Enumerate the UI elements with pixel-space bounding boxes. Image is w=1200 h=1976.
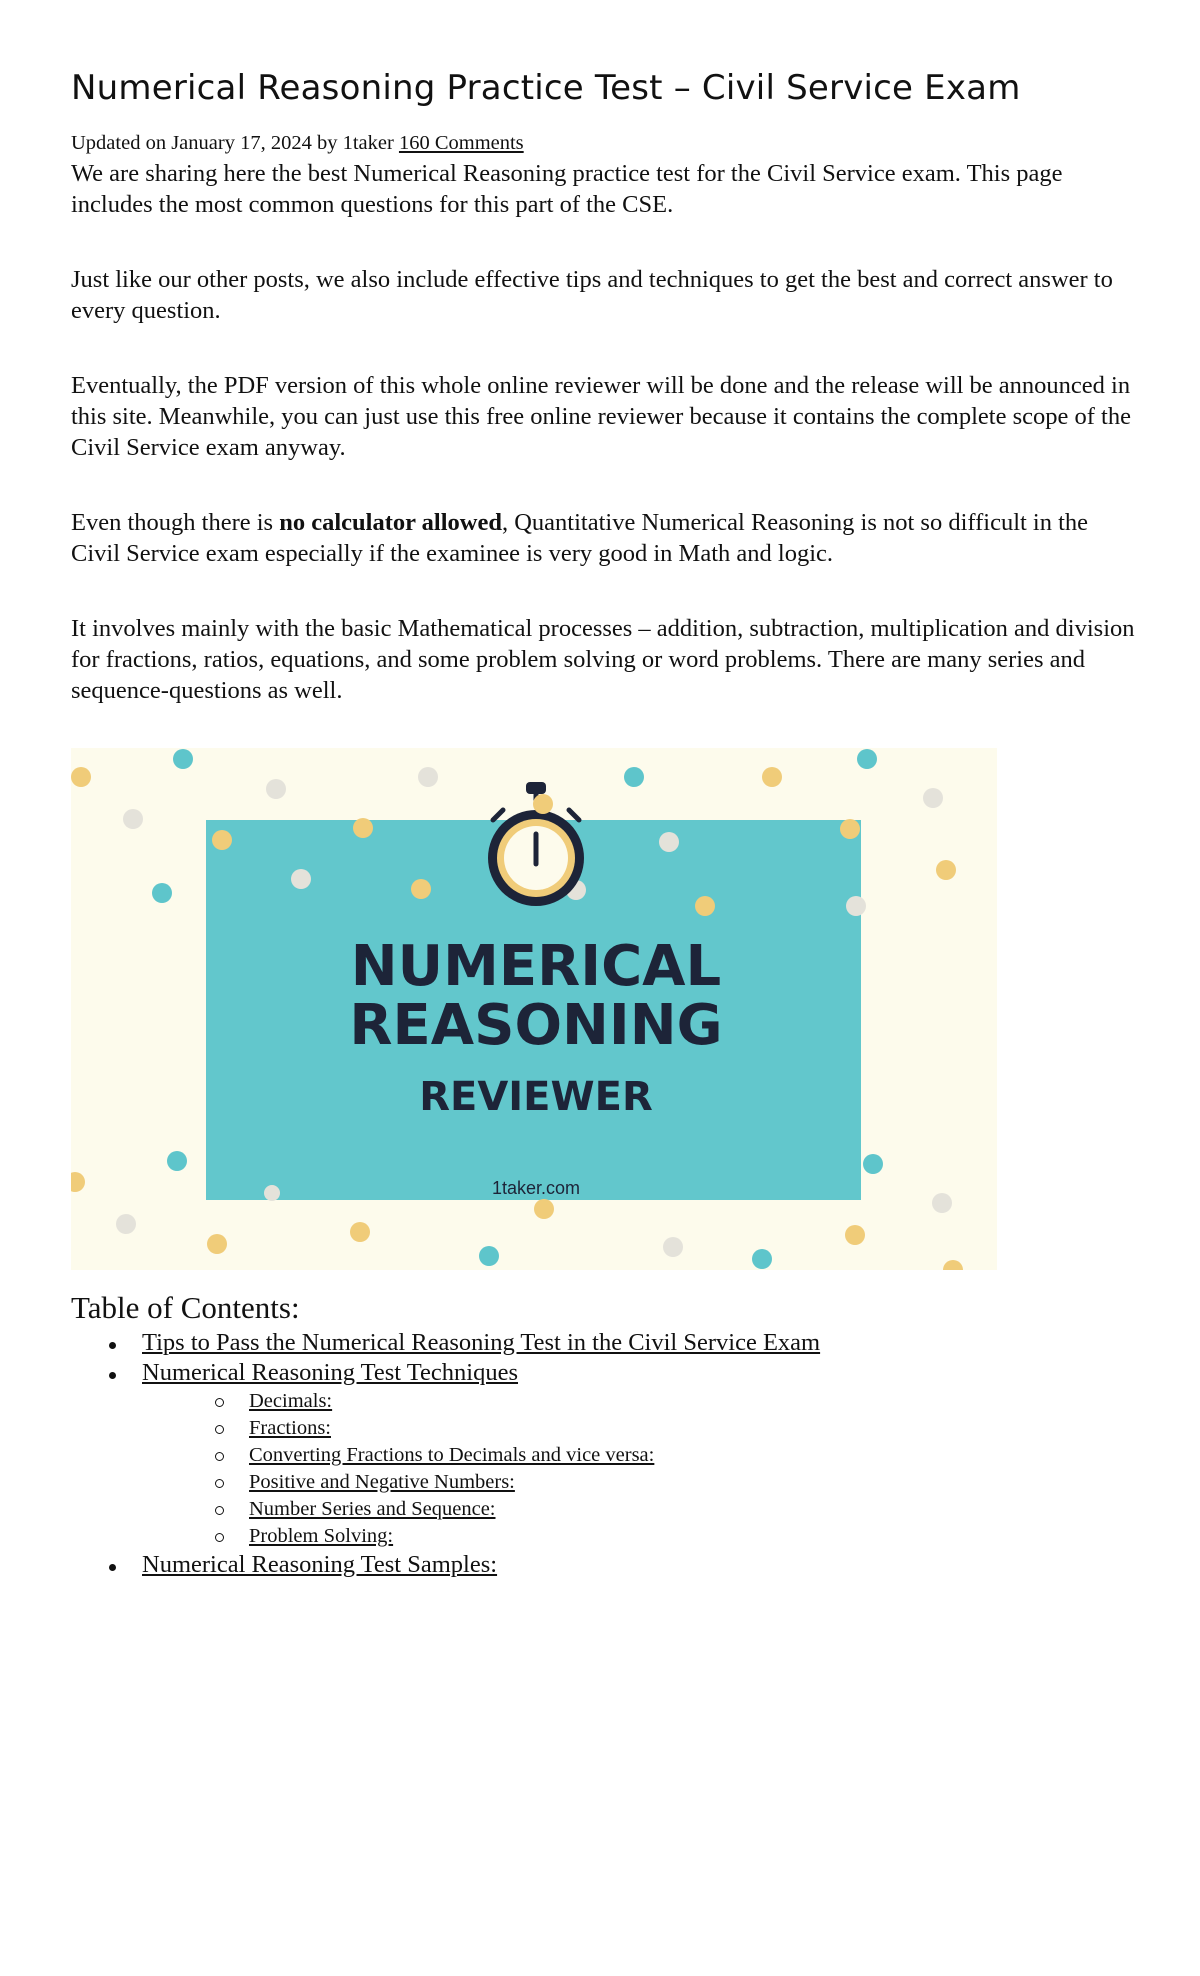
toc-sublink[interactable]: Positive and Negative Numbers:: [249, 1471, 515, 1493]
circle-bullet-icon: [215, 1452, 224, 1461]
circle-bullet-icon: [215, 1398, 224, 1407]
toc-subitem: [71, 1469, 820, 1496]
toc-sublink[interactable]: Decimals:: [249, 1390, 333, 1412]
page-title: Numerical Reasoning Practice Test – Civil Service Exam: [71, 68, 1021, 108]
table-of-contents: [71, 1328, 820, 1580]
paragraph: Just like our other posts, we also include effective tips and techniques to get the best and correct answer to every question.: [71, 266, 1113, 324]
circle-bullet-icon: [215, 1425, 224, 1434]
toc-sublink[interactable]: Number Series and Sequence:: [249, 1498, 496, 1520]
toc-item: [71, 1550, 820, 1580]
paragraph-text: , Quantitative Numerical Reasoning is not so difficult in the Civil Service exam especially if the examinee is very good in Math and logic.: [71, 509, 1089, 567]
hero-site-name: 1taker.com: [491, 1178, 581, 1198]
circle-bullet-icon: [215, 1533, 224, 1542]
paragraph-text: Even though there is: [71, 509, 280, 536]
toc-subitem: [71, 1496, 820, 1523]
toc-item: [71, 1358, 820, 1550]
toc-sublist: [142, 1388, 820, 1550]
hero-graphic: [71, 748, 997, 1270]
toc-subitem: [71, 1442, 820, 1469]
toc-subitem: [71, 1388, 820, 1415]
hero-title-line2: REASONING: [349, 993, 723, 1058]
toc-link[interactable]: Tips to Pass the Numerical Reasoning Test in the Civil Service Exam: [142, 1329, 821, 1356]
updated-prefix: Updated on: [71, 132, 172, 154]
post-date: January 17, 2024: [171, 132, 312, 154]
toc-sublink[interactable]: Fractions:: [249, 1417, 331, 1439]
hero-title-line1: NUMERICAL: [350, 934, 722, 999]
article-body: [71, 158, 1141, 750]
toc-sublink[interactable]: Problem Solving:: [249, 1525, 394, 1547]
comments-link[interactable]: 160 Comments: [398, 132, 524, 154]
toc-link[interactable]: Numerical Reasoning Test Techniques: [142, 1359, 519, 1386]
paragraph: [71, 507, 1141, 569]
hero-subtitle: REVIEWER: [419, 1074, 653, 1120]
toc-item: [71, 1328, 820, 1358]
toc-subitem: [71, 1415, 820, 1442]
toc-link[interactable]: Numerical Reasoning Test Samples:: [142, 1551, 498, 1578]
emphasis-text: no calculator allowed: [279, 509, 502, 536]
toc-sublink[interactable]: Converting Fractions to Decimals and vice versa:: [249, 1444, 655, 1466]
post-meta: [71, 132, 524, 155]
toc-subitem: [71, 1523, 820, 1550]
circle-bullet-icon: [215, 1479, 224, 1488]
by-text: by: [311, 132, 343, 154]
paragraph: It involves mainly with the basic Mathematical processes – addition, subtraction, multiplication and division for fractions, ratios, equations, and some problem solving or word problems. There are many series and sequence-questions as well.: [71, 615, 1135, 704]
toc-heading: Table of Contents:: [71, 1290, 300, 1325]
post-author: 1taker: [342, 132, 394, 154]
paragraph: Eventually, the PDF version of this whole online reviewer will be done and the release will be announced in this site. Meanwhile, you can just use this free online reviewer because it contains the complete scope of the Civil Service exam anyway.: [71, 372, 1131, 461]
circle-bullet-icon: [215, 1506, 224, 1515]
hero-image: [71, 748, 997, 1270]
paragraph: We are sharing here the best Numerical Reasoning practice test for the Civil Service exam. This page includes the most common questions for this part of the CSE.: [71, 160, 1063, 218]
